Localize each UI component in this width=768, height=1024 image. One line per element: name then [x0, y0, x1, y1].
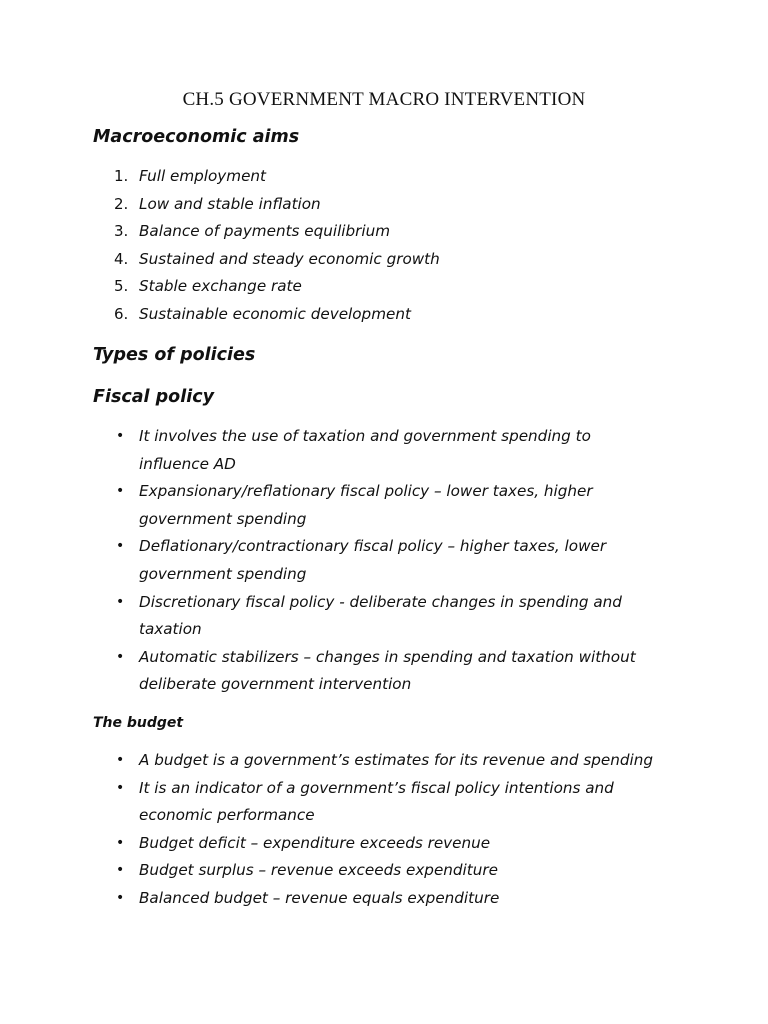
fiscal-policy-list [0, 423, 679, 699]
list-item [0, 478, 679, 533]
list-item [0, 218, 679, 246]
list-item-line1: Automatic stabilizers – changes in spending and taxation without [139, 647, 636, 666]
list-item [0, 533, 679, 588]
list-number: 6. [114, 304, 129, 323]
bullet-icon: • [116, 593, 125, 610]
list-item-line2: government spending [139, 564, 307, 583]
bullet-icon: • [116, 428, 125, 444]
list-item-line2: economic performance [139, 806, 315, 825]
list-item [0, 857, 679, 885]
list-item-line2: influence AD [139, 454, 236, 473]
list-item [0, 246, 679, 274]
list-item-text: Sustained and steady economic growth [139, 249, 440, 268]
list-number: 4. [114, 249, 129, 268]
list-item [0, 747, 679, 775]
list-item-line1: Budget deficit – expenditure exceeds revenue [139, 833, 491, 852]
list-item-line2: government spending [139, 509, 307, 528]
list-item-line1: It is an indicator of a government’s fiscal policy intentions and [139, 778, 614, 797]
budget-list [0, 747, 679, 913]
list-item [0, 775, 679, 830]
bullet-icon: • [116, 862, 125, 879]
list-item [0, 191, 679, 219]
bullet-icon: • [116, 779, 125, 796]
budget-heading: The budget [93, 715, 184, 731]
list-item [0, 163, 679, 191]
list-item-line1: It involves the use of taxation and government spending to [139, 427, 591, 445]
list-item-text: Balance of payments equilibrium [139, 222, 391, 241]
list-number: 1. [114, 167, 129, 185]
list-item [0, 885, 679, 913]
macro-aims-list [0, 163, 679, 329]
types-of-policies-heading: Types of policies [93, 345, 256, 365]
bullet-icon: • [116, 752, 125, 768]
list-item-text: Full employment [139, 167, 267, 185]
list-item-text: Stable exchange rate [139, 277, 302, 296]
list-item-line1: Budget surplus – revenue exceeds expenditure [139, 861, 498, 880]
list-item-line2: deliberate government intervention [139, 675, 412, 694]
bullet-icon: • [116, 483, 125, 500]
list-number: 3. [114, 222, 129, 241]
list-item [0, 589, 679, 644]
list-item [0, 273, 679, 301]
list-number: 2. [114, 194, 129, 213]
list-item-line1: Deflationary/contractionary fiscal policy – higher taxes, lower [139, 537, 607, 556]
list-number: 5. [114, 277, 129, 296]
list-item-line1: A budget is a government’s estimates for its revenue and spending [139, 751, 653, 769]
list-item [0, 830, 679, 858]
page-title: CH.5 GOVERNMENT MACRO INTERVENTION [182, 89, 586, 110]
bullet-icon: • [116, 538, 125, 555]
list-item [0, 301, 679, 329]
list-item-line1: Balanced budget – revenue equals expenditure [139, 888, 500, 907]
list-item [0, 644, 679, 699]
list-item-line2: taxation [139, 620, 202, 639]
bullet-icon: • [116, 834, 125, 851]
bullet-icon: • [116, 648, 125, 665]
macro-aims-heading: Macroeconomic aims [93, 127, 300, 147]
list-item-text: Sustainable economic development [139, 304, 411, 323]
list-item [0, 423, 679, 478]
list-item-line1: Discretionary fiscal policy - deliberate changes in spending and [139, 592, 622, 611]
bullet-icon: • [116, 889, 125, 906]
list-item-line1: Expansionary/reflationary fiscal policy – lower taxes, higher [139, 482, 593, 501]
list-item-text: Low and stable inflation [139, 194, 321, 213]
fiscal-policy-heading: Fiscal policy [93, 387, 214, 407]
